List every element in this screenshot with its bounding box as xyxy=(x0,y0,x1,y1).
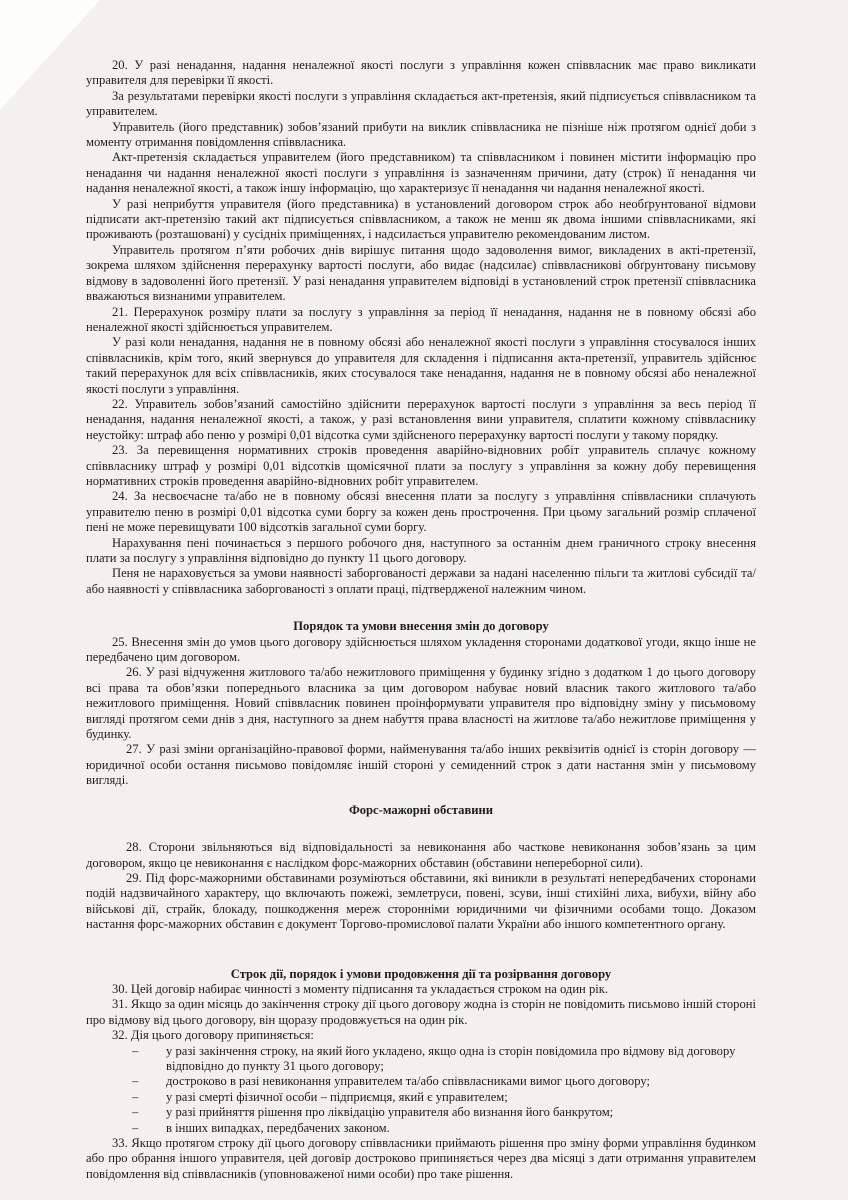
paragraph: У разі коли ненадання, надання не в повному обсязі або неналежної якості послуги з управління стосувалося інших співвласників, крім того, який звернувся до управителя для складення і підписання акта-претензії, управитель здійснює такий перерахунок для всіх співвласників, яких стосувалося таке ненадання, надання не в повному обсязі або неналежної якості послуги з управління. xyxy=(86,335,756,396)
section-heading: Форс-мажорні обставини xyxy=(348,802,494,817)
paragraph: 24. За несвоєчасне та/або не в повному обсязі внесення плати за послугу з управління співвласники сплачують управителю пеню в розмірі 0,01 відсотка суми боргу за кожен день прострочення. При цьому загальний розмір сплаченої пені не може перевищувати 100 відсотків загальної суми боргу. xyxy=(86,489,756,535)
list-item: – у разі смерті фізичної особи – підприємця, який є управителем; xyxy=(86,1090,756,1105)
document-page xyxy=(86,58,756,1182)
page-fold-corner xyxy=(0,0,100,110)
paragraph: 31. Якщо за один місяць до закінчення строку дії цього договору жодна із сторін не повідомить письмово іншій стороні про відмову від цього договору, він щоразу продовжується на один рік. xyxy=(86,997,756,1027)
paragraph: 32. Дія цього договору припиняється: xyxy=(112,1028,314,1043)
paragraph: 20. У разі ненадання, надання неналежної якості послуги з управління кожен співвласник має право викликати управителя для перевірки її якості. xyxy=(86,58,756,88)
paragraph: 22. Управитель зобов’язаний самостійно здійснити перерахунок вартості послуги з управління за весь період її ненадання, надання неналежної якості, а також, у разі встановлення вини управителя, сплатити кожному співвласнику неустойку: штраф або пеню у розмірі 0,01 відсотка суми здійсненого перерахунку вартості послуги у такому порядку. xyxy=(86,396,756,442)
paragraph: 33. Якщо протягом строку дії цього договору співвласники приймають рішення про зміну форми управління будинком або про обрання іншого управителя, цей договір достроково припиняється через два місяці з дати отримання управителем повідомлення від співвласників (уповноваженої ними особи) про таке рішення. xyxy=(86,1136,756,1181)
list-item: – у разі закінчення строку, на який його укладено, якщо одна із сторін повідомила про відмову від договору відповідно до пункту 31 цього договору; xyxy=(86,1044,756,1075)
paragraph: 30. Цей договір набирає чинності з моменту підписання та укладається строком на один рік. xyxy=(112,981,609,996)
paragraph: 21. Перерахунок розміру плати за послугу з управління за період її ненадання, надання не в повному обсязі або неналежної якості здійснюється управителем. xyxy=(86,304,756,334)
section-heading: Порядок та умови внесення змін до договору xyxy=(293,619,549,634)
section-heading: Строк дії, порядок і умови продовження дії та розірвання договору xyxy=(230,966,612,981)
paragraph: У разі неприбуття управителя (його представника) в установлений договором строк або необґрунтованої відмови підписати акт-претензію такий акт підписується співвласником, а також не менш як двома іншими співвласниками, які проживають (розташовані) у сусідніх приміщеннях, і надсилається управителю рекомендованим листом. xyxy=(86,196,756,242)
paragraph: Управитель (його представник) зобов’язаний прибути на виклик співвласника не пізніше ніж протягом однієї доби з моменту отримання повідомлення співвласника. xyxy=(86,119,756,150)
paragraph: Управитель протягом п’яти робочих днів вирішує питання щодо задоволення вимог, викладених в акті-претензії, зокрема шляхом здійснення перерахунку вартості послуги, або видає (надсилає) співвласникові обґрунтовану письмову відмову в задоволенні його претензії. У разі ненадання управителем відповіді в установлений строк претензії співвласника вважаються визнаними управителем. xyxy=(86,242,756,304)
paragraph: За результатами перевірки якості послуги з управління складається акт-претензія, який підписується співвласником та управителем. xyxy=(86,88,756,119)
paragraph: Пеня не нараховується за умови наявності заборгованості держави за надані населенню пільги та житлові субсидії та/або наявності у співвласника заборгованості з оплати праці, підтвердженої належним чином. xyxy=(86,566,756,596)
paragraph: 29. Під форс-мажорними обставинами розуміються обставини, які виникли в результаті непередбачених сторонами подій надзвичайного характеру, що включають пожежі, землетруси, повені, зсуви, інші стихійні лиха, вибухи, війну або військові дії, страйк, блокаду, пошкодження мереж сторонніми юридичними чи фізичними особами тощо. Доказом настання форс-мажорних обставин є документ Торгово-промислової палати України або іншого компетентного органу. xyxy=(86,870,756,932)
paragraph: Акт-претензія складається управителем (його представником) та співвласником і повинен містити інформацію про ненадання чи надання неналежної якості послуги з управління із зазначенням причини, дату (строк) її ненадання чи надання неналежної якості, а також іншу інформацію, що характеризує її ненадання чи надання неналежної якості. xyxy=(86,150,756,196)
paragraph: 27. У разі зміни організаційно-правової форми, найменування та/або інших реквізитів однієї із сторін договору — юридичної особи остання письмово повідомляє іншій стороні у семиденний строк з дати настання змін у письмовому вигляді. xyxy=(86,742,756,788)
list-item: – достроково в разі невиконання управителем та/або співвласниками вимог цього договору; xyxy=(86,1074,756,1089)
paragraph: 28. Сторони звільняються від відповідальності за невиконання або часткове невиконання зобов’язань за цим договором, якщо це невиконання є наслідком форс-мажорних обставин (обставини непереборної сили). xyxy=(86,840,756,870)
paragraph: 23. За перевищення нормативних строків проведення аварійно-відновних робіт управитель сплачує кожному співвласнику штраф у розмірі 0,01 відсотків щомісячної плати за послугу з управління за кожну добу перевищення нормативних строків проведення аварійно-відновних робіт управителем. xyxy=(86,443,756,488)
termination-list xyxy=(86,1044,756,1136)
list-item: – в інших випадках, передбачених законом. xyxy=(86,1121,756,1136)
list-item: – у разі прийняття рішення про ліквідацію управителя або визнання його банкрутом; xyxy=(86,1105,756,1120)
paragraph: 25. Внесення змін до умов цього договору здійснюється шляхом укладення сторонами додаткової угоди, якщо інше не передбачено цим договором. xyxy=(86,634,756,665)
paragraph: Нарахування пені починається з першого робочого дня, наступного за останнім днем граничного строку внесення плати за послугу з управління відповідно до пункту 11 цього договору. xyxy=(86,535,756,565)
paragraph: 26. У разі відчуження житлового та/або нежитлового приміщення у будинку згідно з додатком 1 до цього договору всі права та обов’язки попереднього власника за цим договором набуває новий власник такого житлового та/або нежитлового приміщення. Новий співвласник повинен проінформувати управителя про відповідну зміну у письмовому вигляді протягом семи днів з дня, наступного за днем набуття права власності на житлове та/або нежитлове приміщення у будинку. xyxy=(86,665,756,742)
